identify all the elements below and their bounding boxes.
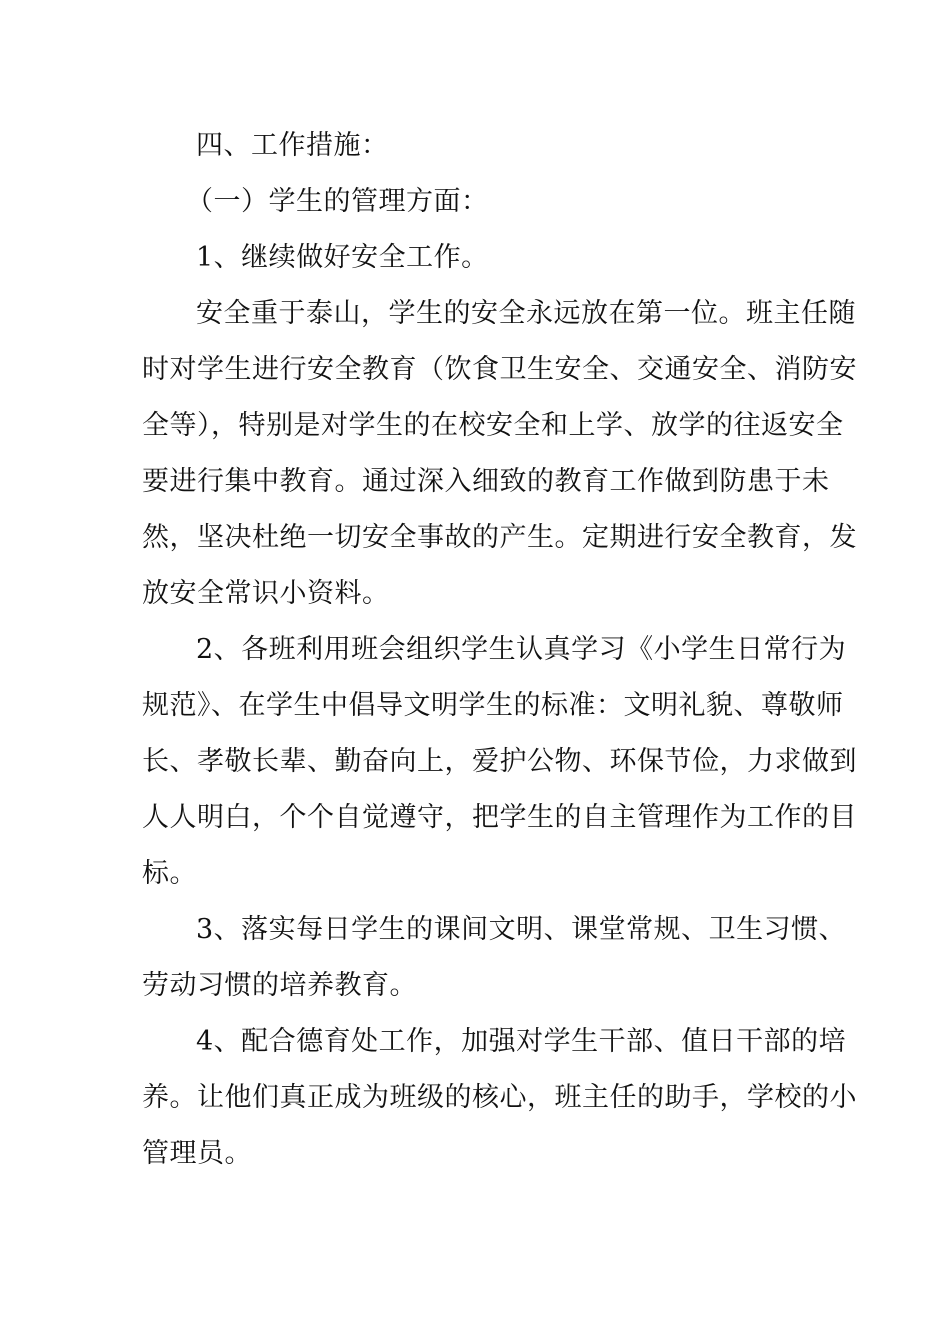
paragraph-line: 2、各班利用班会组织学生认真学习《小学生日常行为 <box>196 634 847 665</box>
subsection-heading: （一）学生的管理方面： <box>186 186 489 217</box>
paragraph-line: 劳动习惯的培养教育。 <box>142 970 417 1001</box>
paragraph-line: 要进行集中教育。通过深入细致的教育工作做到防患于未 <box>142 466 830 497</box>
paragraph-line: 然，坚决杜绝一切安全事故的产生。定期进行安全教育，发 <box>142 522 857 553</box>
paragraph-line: 放安全常识小资料。 <box>142 578 390 609</box>
paragraph-line: 时对学生进行安全教育（饮食卫生安全、交通安全、消防安 <box>142 354 857 385</box>
paragraph-line: 人人明白，个个自觉遵守，把学生的自主管理作为工作的目 <box>142 802 857 833</box>
paragraph-line: 管理员。 <box>142 1138 252 1169</box>
section-heading: 四、工作措施： <box>196 130 389 161</box>
paragraph-line: 养。让他们真正成为班级的核心，班主任的助手，学校的小 <box>142 1082 857 1113</box>
paragraph-line: 安全重于泰山，学生的安全永远放在第一位。班主任随 <box>196 298 856 329</box>
paragraph-line: 3、落实每日学生的课间文明、课堂常规、卫生习惯、 <box>196 914 847 945</box>
paragraph-line: 规范》、在学生中倡导文明学生的标准：文明礼貌、尊敬师 <box>142 690 844 721</box>
item-1-title: 1、继续做好安全工作。 <box>196 242 489 273</box>
paragraph-line: 4、配合德育处工作，加强对学生干部、值日干部的培 <box>196 1026 847 1057</box>
document-body <box>142 118 857 1182</box>
paragraph-line: 长、孝敬长辈、勤奋向上，爱护公物、环保节俭，力求做到 <box>142 746 857 777</box>
paragraph-line: 标。 <box>142 858 197 889</box>
paragraph-line: 全等），特别是对学生的在校安全和上学、放学的往返安全 <box>142 410 844 441</box>
